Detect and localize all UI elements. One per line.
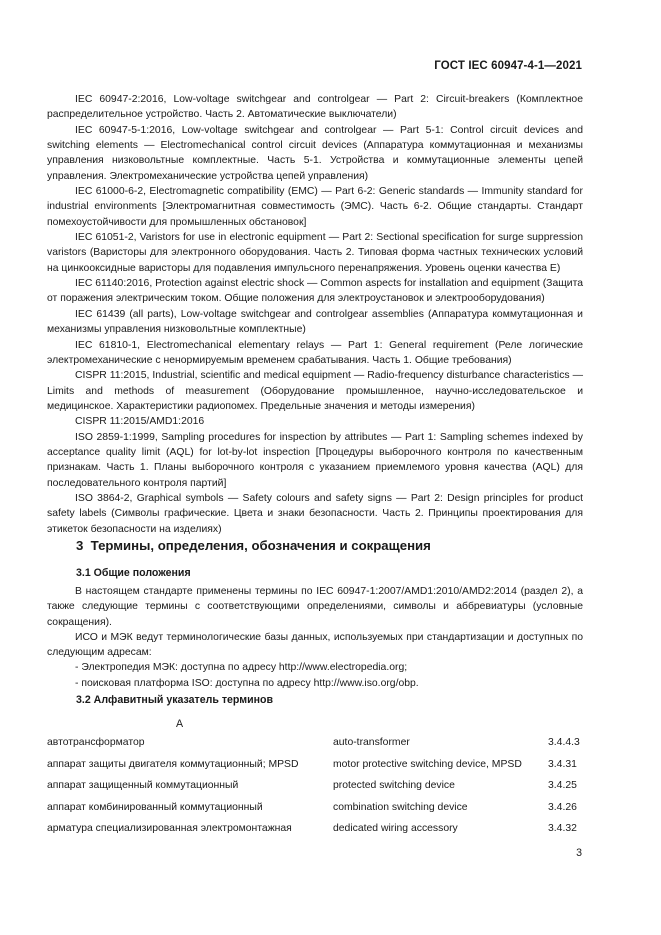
section-number: 3 bbox=[76, 538, 84, 553]
term-ref: 3.4.26 bbox=[548, 801, 577, 813]
reference-item: IEC 61439 (all parts), Low-voltage switchgear and controlgear assemblies (Аппаратура коммутационная и механизмы управления низковольтные комплектные) bbox=[47, 308, 583, 336]
reference-item: IEC 61810-1, Electromechanical elementary relays — Part 1: General requirement (Реле логические электромеханические с ненормируемым временем срабатывания. Часть 1. Общие требования) bbox=[47, 339, 583, 366]
reference-item: CISPR 11:2015/AMD1:2016 bbox=[75, 416, 205, 428]
term-ru: арматура специализированная электромонтажная bbox=[47, 823, 292, 834]
index-row bbox=[47, 802, 587, 824]
reference-item: ISO 2859-1:1999, Sampling procedures for inspection by attributes — Part 1: Sampling schemes indexed by acceptance quality limit (AQL) for lot-by-lot inspection [Процедуры выборочного контроля по качественным признакам. Часть 1. Планы выборочного контроля с указанием приемлемого уровня качества (AQL) для последовательного контроля партий] bbox=[47, 431, 583, 489]
subsection-3-1-body bbox=[47, 584, 583, 691]
paragraph: ИСО и МЭК ведут терминологические базы данных, используемых при стандартизации и доступных по следующим адресам: bbox=[47, 631, 583, 659]
reference-item: IEC 60947-5-1:2016, Low-voltage switchgear and controlgear — Part 5-1: Control circuit devices and switching elements — Electromechanical control circuit devices (Аппаратура коммутационная и механизмы управления низковольтные комплектные. Часть 5-1. Устройства и коммутационные элементы цепей управления. Электромеханические устройства цепей управления) bbox=[47, 124, 583, 182]
index-letter: А bbox=[176, 718, 184, 730]
term-ru: аппарат комбинированный коммутационный bbox=[47, 801, 263, 813]
term-en: dedicated wiring accessory bbox=[333, 823, 458, 834]
reference-item: CISPR 11:2015, Industrial, scientific and medical equipment — Radio-frequency disturbance characteristics — Limits and methods of measurement (Оборудование промышленное, научно-исследовательское и медицинское. Характеристики радиопомех. Предельные значения и методы измерения) bbox=[47, 370, 583, 412]
list-item-electropedia: - Электропедия МЭК: доступна по адресу http://www.electropedia.org; bbox=[75, 662, 408, 674]
list-item-iso-obp: - поисковая платформа ISO: доступна по адресу http://www.iso.org/obp. bbox=[75, 677, 419, 689]
normative-references bbox=[47, 92, 583, 537]
reference-item: IEC 61140:2016, Protection against electric shock — Common aspects for installation and equipment (Защита от поражения электрическим током. Общие положения для электроустановок и электрооборудования) bbox=[47, 278, 583, 305]
term-ref: 3.4.32 bbox=[548, 823, 577, 834]
term-en: combination switching device bbox=[333, 801, 468, 813]
reference-item: ISO 3864-2, Graphical symbols — Safety colours and safety signs — Part 2: Design principles for product safety labels (Символы графические. Цвета и знаки безопасности. Часть 2. Принципы проектирования для этикеток безопасности на изделиях) bbox=[47, 492, 583, 535]
section-heading bbox=[76, 538, 431, 553]
reference-item: IEC 61000-6-2, Electromagnetic compatibility (EMC) — Part 6-2: Generic standards — Immunity standard for industrial environments [Электромагнитная совместимость (ЭМС). Часть 6-2. Общие стандарты. Стандарт помехоустойчивости для промышленных обстановок] bbox=[47, 186, 583, 228]
subsection-heading-3-2: 3.2 Алфавитный указатель терминов bbox=[76, 694, 273, 706]
page-number: 3 bbox=[576, 847, 582, 859]
subsection-heading-3-1: 3.1 Общие положения bbox=[76, 567, 191, 579]
term-en: protected switching device bbox=[333, 780, 455, 791]
term-en: auto-transformer bbox=[333, 737, 410, 748]
term-ref: 3.4.31 bbox=[548, 758, 577, 770]
index-row bbox=[47, 780, 587, 802]
term-ref: 3.4.25 bbox=[548, 780, 577, 791]
reference-item: IEC 60947-2:2016, Low-voltage switchgear and controlgear — Part 2: Circuit-breakers (Комплектное распределительное устройство. Часть 2. Автоматические выключатели) bbox=[47, 94, 583, 121]
index-row bbox=[47, 823, 587, 845]
term-en: motor protective switching device, MPSD bbox=[333, 758, 522, 770]
term-ru: аппарат защиты двигателя коммутационный; MPSD bbox=[47, 758, 299, 770]
index-row bbox=[47, 759, 587, 781]
term-ref: 3.4.4.3 bbox=[548, 737, 580, 748]
term-index bbox=[47, 737, 587, 845]
term-ru: автотрансформатор bbox=[47, 737, 145, 748]
term-ru: аппарат защищенный коммутационный bbox=[47, 780, 239, 791]
index-row bbox=[47, 737, 587, 759]
page-header-standard: ГОСТ IEC 60947-4-1—2021 bbox=[434, 60, 582, 72]
section-title: Термины, определения, обозначения и сокращения bbox=[90, 538, 431, 553]
paragraph: В настоящем стандарте применены термины по IEC 60947-1:2007/AMD1:2010/AMD2:2014 (раздел 2), а также следующие термины с соответствующими определениями, символы и аббревиатуры (условные сокращения). bbox=[47, 586, 583, 628]
reference-item: IEC 61051-2, Varistors for use in electronic equipment — Part 2: Sectional specification for surge suppression varistors (Варисторы для электронного оборудования. Часть 2. Типовая форма частных технических условий на цинкооксидные варисторы для подавления импульсного перенапряжения. Уровень оценки качества E) bbox=[47, 232, 583, 274]
